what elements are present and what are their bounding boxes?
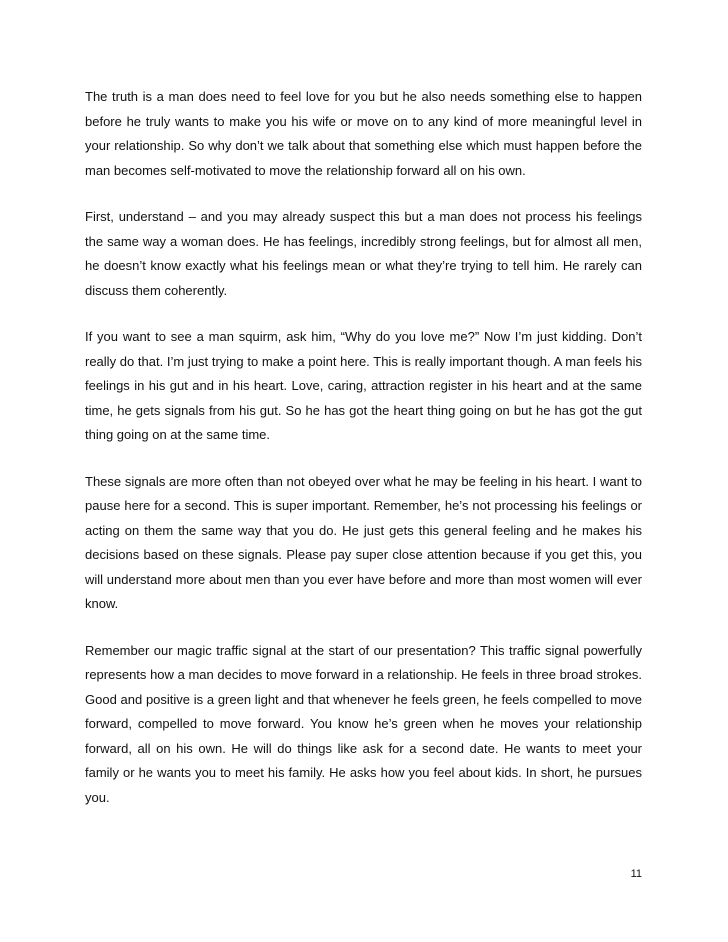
paragraph-2: First, understand – and you may already suspect this but a man does not process his feelings the same way a woman does. He has feelings, incredibly strong feelings, but for almost all men, he doesn’t know exactly what his feelings mean or what they’re trying to tell him. He rarely can discuss them coherently. (85, 209, 642, 298)
page-number: 11 (630, 868, 642, 880)
paragraph-3: If you want to see a man squirm, ask him, “Why do you love me?” Now I’m just kidding. Don’t really do that. I’m just trying to make a point here. This is really important though. A man feels his feelings in his gut and in his heart. Love, caring, attraction register in his heart and at the same time, he gets signals from his gut. So he has got the heart thing going on but he has got the gut thing going on at the same time. (85, 329, 642, 442)
paragraph-1: The truth is a man does need to feel love for you but he also needs something else to happen before he truly wants to make you his wife or move on to any kind of more meaningful level in your relationship. So why don’t we talk about that something else which must happen before the man becomes self-motivated to move the relationship forward all on his own. (85, 89, 642, 178)
paragraph-5: Remember our magic traffic signal at the start of our presentation? This traffic signal powerfully represents how a man decides to move forward in a relationship. He feels in three broad strokes. Good and positive is a green light and that whenever he feels green, he feels compelled to move forward, compelled to move forward. You know he’s green when he moves your relationship forward, all on his own. He will do things like ask for a second date. He wants to meet your family or he wants you to meet his family. He asks how you feel about kids. In short, he pursues you. (85, 642, 642, 805)
page-body (85, 85, 642, 832)
paragraph-4: These signals are more often than not obeyed over what he may be feeling in his heart. I want to pause here for a second. This is super important. Remember, he’s not processing his feelings or acting on them the same way that you do. He just gets this general feeling and he makes his decisions based on these signals. Please pay super close attention because if you get this, you will understand more about men than you ever have before and more than most women will ever know. (85, 473, 642, 611)
